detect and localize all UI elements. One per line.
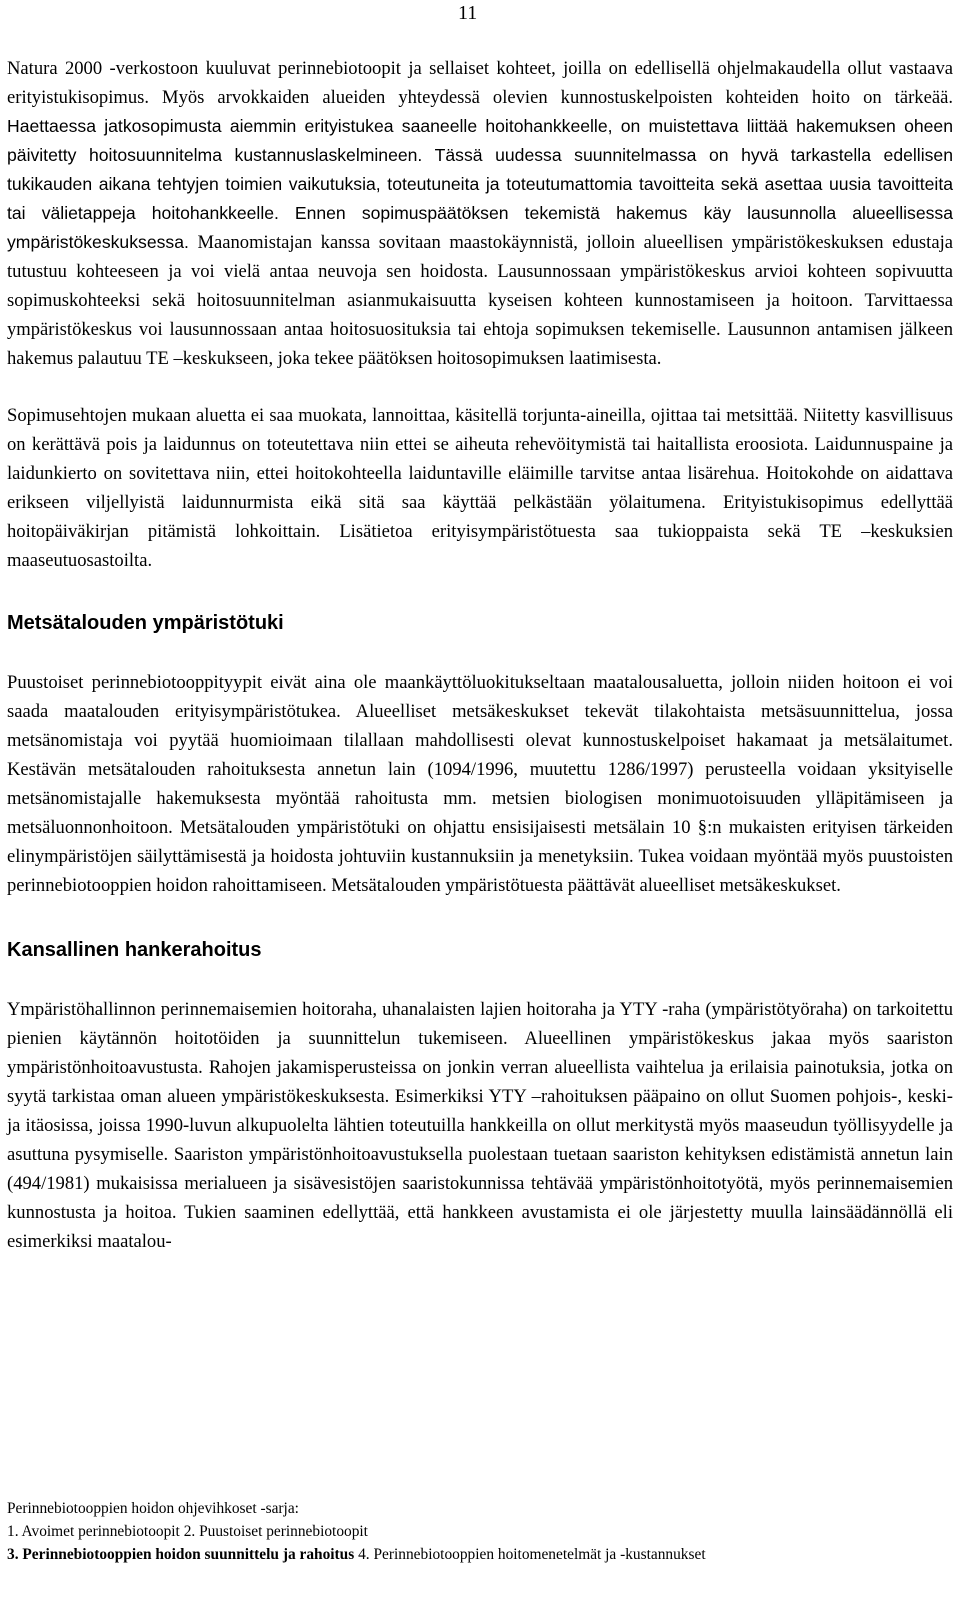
footer-item-4: 4. Perinnebiotooppien hoitomenetelmät ja -kustannukset [358,1546,706,1563]
heading-metsatalouden-ymparistotuki: Metsätalouden ympäristötuki [7,612,284,634]
footer-series-title: Perinnebiotooppien hoidon ohjevihkoset -sarja: [7,1500,299,1517]
paragraph-metsatalous: Puustoiset perinnebiotooppityypit eivät aina ole maankäyttöluokitukseltaan maatalousaluetta, jolloin niiden hoitoon ei voi saada maatalouden erityisympäristötukea. Alueelliset metsäkeskukset tekevät tilakohtaista metsäsuunnittelua, jossa metsänomistaja voi pyytää huomioimaan tilallaan mahdollisesti olevat kunnostuskelpoiset hakamaat ja metsälaitumet. Kestävän metsätalouden rahoituksesta annetun lain (1094/1996, muutettu 1286/1997) perusteella voidaan yksityiselle metsänomistajalle hakemuksesta myöntää rahoitusta mm. metsien biologisen monimuotoisuuden ylläpitämiseen ja metsäluonnonhoitoon. Metsätalouden ympäristötuki on ohjattu ensisijaisesti metsälain 10 §:n mukaisten erityisen tärkeiden elinympäristöjen säilyttämisestä ja hoidosta johtuviin kustannuksiin ja menetyksiin. Tukea voidaan myöntää myös puustoisten perinnebiotooppien hoidon rahoittamiseen. Metsätalouden ympäristötuesta päättävät alueelliset metsäkeskukset. [7,672,953,896]
footer-item-2: 2. Puustoiset perinnebiotoopit [183,1523,368,1540]
heading-kansallinen-hankerahoitus: Kansallinen hankerahoitus [7,939,262,961]
paragraph-hankerahoitus: Ympäristöhallinnon perinnemaisemien hoitoraha, uhanalaisten lajien hoitoraha ja YTY -raha (ympäristötyöraha) on tarkoitettu pienien käytännön hoitotöiden ja suunnittelun tukemiseen. Alueellinen ympäristökeskus jakaa myös saariston ympäristönhoitoavustusta. Rahojen jakamisperusteissa on jonkin verran alueellista vaihtelua ja erilaisia painotuksia, jotka on syytä tarkistaa oman alueen ympäristökeskuksesta. Esimerkiksi YTY –rahoituksen pääpaino on ollut Suomen pohjois-, keski- ja itäosissa, joissa 1990-luvun alkupuolelta lähtien toteutuilla hankkeilla on ollut merkitystä myös maaseudun työllisyydelle ja asuttuna pysymiselle. Saariston ympäristönhoitoavustuksella puolestaan tuetaan saariston kehityksen edistämistä annetun lain (494/1981) mukaisissa merialueen ja sisävesistöjen saaristokunnissa tehtävää ympäristönhoitotyötä, myös perinnemaisemien kunnostusta ja hoitoa. Tukien saaminen edellyttää, että hankkeen avustamista ei ole järjestetty muulla lainsäädännöllä eli esimerkiksi maatalou- [7,999,953,1252]
body-text [7,54,953,1256]
paragraph-natura-c: Tässä uudessa suunnitelmassa on hyvä tarkastella edellisen tukikauden aikana tehtyjen toimien vaikutuksia, toteutuneita ja toteutumattomia tavoitteita sekä asettaa uusia tavoitteita tai välietappeja hoitohankkeelle. [7,145,953,223]
paragraph-natura-b: Haettaessa jatkosopimusta aiemmin erityistukea saaneelle hoitohankkeelle, on muistettava liittää hakemuksen oheen päivitetty hoitosuunnitelma kustannuslaskelmineen. [7,116,953,165]
paragraph-natura-a: Natura 2000 -verkostoon kuuluvat perinnebiotoopit ja sellaiset kohteet, joilla on edellisellä ohjelmakaudella ollut vastaava erityistukisopimus. Myös arvokkaiden alueiden yhteydessä olevien kunnostuskelpoisten kohteiden hoito on tärkeää. [7,58,953,108]
paragraph-natura-d: Ennen sopimuspäätöksen tekemistä hakemus käy lausunnolla alueellisessa ympäristökeskuksessa. [7,203,954,252]
paragraph-natura-e: Maanomistajan kanssa sovitaan maastokäynnistä, jolloin alueellisen ympäristökeskuksen edustaja tutustuu kohteeseen ja voi vielä antaa neuvoja sen hoidosta. Lausunnossaan ympäristökeskus arvioi kohteen sopivuutta sopimuskohteeksi sekä hoitosuunnitelman asianmukaisuutta kyseisen kohteen kunnostamiseen ja hoitoon. Tarvittaessa ympäristökeskus voi lausunnossaan antaa hoitosuosituksia tai ehtoja sopimuksen tekemiselle. Lausunnon antamisen jälkeen hakemus palautuu TE –keskukseen, joka tekee päätöksen hoitosopimuksen laatimisesta. [7,232,953,369]
paragraph-natura [7,54,953,373]
page-number: 11 [458,2,478,24]
footer-item-3: 3. Perinnebiotooppien hoidon suunnittelu ja rahoitus [7,1546,355,1563]
footer-item-1: 1. Avoimet perinnebiotoopit [7,1523,180,1540]
paragraph-sopimusehdot: Sopimusehtojen mukaan aluetta ei saa muokata, lannoittaa, käsitellä torjunta-aineilla, ojittaa tai metsittää. Niitetty kasvillisuus on kerättävä pois ja laidunnus on toteutettava niin ettei se aiheuta rehevöitymistä tai haitallista eroosiota. Laidunnuspaine ja laidunkierto on sovitettava niin, ettei hoitokohteella laiduntaville eläimille tarvitse antaa lisärehua. Hoitokohde on aidattava erikseen viljellyistä laidunnurmista eikä sitä saa käyttää pelkästään yölaitumena. Erityistukisopimus edellyttää hoitopäiväkirjan pitämistä lohkoittain. Lisätietoa erityisympäristötuesta saa tukioppaista sekä TE –keskuksien maaseutuosastoilta. [7,405,953,571]
footer-series-list [7,1497,953,1566]
